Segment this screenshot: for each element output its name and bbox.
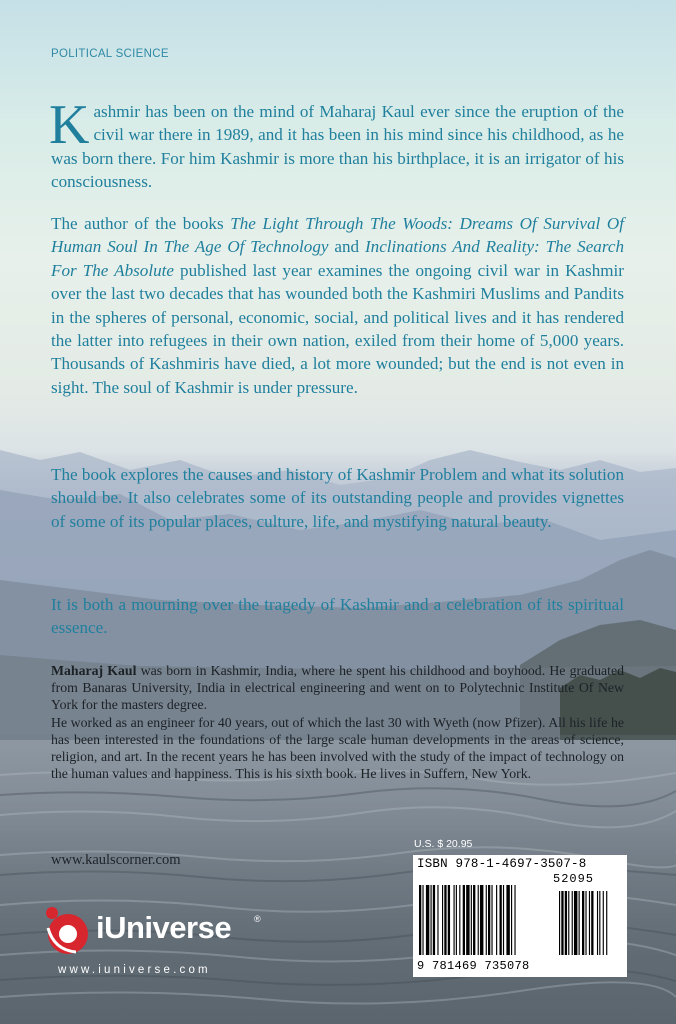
- registered-mark: ®: [254, 914, 261, 924]
- blurb-paragraph-1-text: ashmir has been on the mind of Maharaj Kaul ever since the eruption of the civil war there in 1989, and it has been in his mind since his childhood, as he was born there. For him Kashmir is more than his birthplace, it is an irrigator of his consciousness.: [51, 102, 624, 192]
- publisher-logo: [44, 902, 274, 982]
- category-label: POLITICAL SCIENCE: [51, 48, 169, 60]
- author-website: www.kaulscorner.com: [51, 852, 181, 868]
- blurb-p2-rest: published last year examines the ongoing civil war in Kashmir over the last two decades that has wounded both the Kashmiri Muslims and Pandits in the spheres of personal, economic, social, and political lives and it has rendered the latter into refugees in their own nation, exiled from their home of 5,000 years. Thousands of Kashmiris have died, a lot more wounded; but the end is not even in sight. The soul of Kashmir is under pressure.: [51, 260, 624, 397]
- blurb-p2-intro: The author of the books: [51, 214, 231, 233]
- publisher-mark-icon: [44, 904, 96, 960]
- blurb-paragraph-3: The book explores the causes and history of Kashmir Problem and what its solution should be. It also celebrates some of its outstanding people and provides vignettes of some of its popular places, culture, life, and mystifying natural beauty.: [51, 465, 624, 531]
- ean13-number: 9 781469 735078: [417, 959, 530, 973]
- price-addon-number: 52095: [553, 872, 595, 886]
- author-name: Maharaj Kaul: [51, 663, 137, 678]
- barcode-icon: [419, 885, 621, 959]
- author-bio-paragraph-2: He worked as an engineer for 40 years, out of which the last 30 with Wyeth (now Pfizer). All his life he has been interested in the foundations of the large scale human developments in the areas of science, religion, and art. In the recent years he has been involved with the study of the impact of technology on the human values and happiness. This is his sixth book. He lives in Suffern, New York.: [51, 715, 624, 781]
- blurb-paragraph-2: [51, 212, 624, 399]
- drop-cap: K: [49, 94, 90, 156]
- blurb-p2-and: and: [328, 237, 365, 257]
- publisher-name: iUniverse: [96, 910, 232, 945]
- price-label: U.S. $ 20.95: [414, 838, 473, 850]
- book-title-1: The Light Through The Woods: Dreams Of Survival Of Human Soul In The Age Of Technology: [51, 214, 624, 257]
- author-bio-paragraph-1: [51, 662, 624, 713]
- author-bio-1-text: was born in Kashmir, India, where he spent his childhood and boyhood. He graduated from Banaras University, India in electrical engineering and went on to Polytechnic Institute Of New York for the masters degree.: [51, 663, 624, 712]
- barcode-panel: [413, 855, 627, 977]
- isbn-label: ISBN 978-1-4697-3507-8: [417, 857, 587, 871]
- blurb-paragraph-1: [49, 94, 624, 194]
- publisher-url: www.iuniverse.com: [58, 964, 211, 976]
- blurb-paragraph-4: It is both a mourning over the tragedy of Kashmir and a celebration of its spiritual essence.: [51, 595, 624, 638]
- book-title-2: Inclinations And Reality: The Search For The Absolute: [51, 237, 624, 280]
